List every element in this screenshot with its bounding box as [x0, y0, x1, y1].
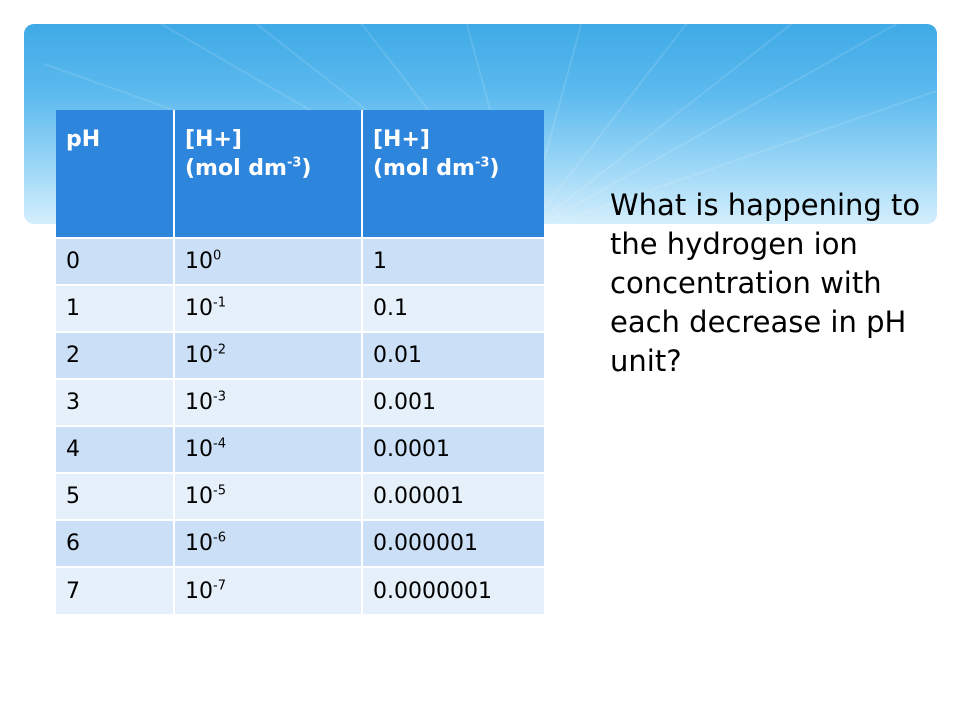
header-ph — [56, 110, 174, 238]
cell-exponent-form — [174, 238, 362, 285]
cell-base: 10 — [185, 578, 213, 604]
table-row — [56, 285, 544, 332]
header-unit-exponent: -3 — [474, 155, 490, 171]
table-row — [56, 473, 544, 520]
header-ph-label: pH — [66, 127, 101, 152]
cell-exponent: 0 — [213, 248, 222, 264]
cell-exponent: -1 — [213, 295, 226, 311]
table-row — [56, 520, 544, 567]
table-header-row — [56, 110, 544, 238]
ph-concentration-table — [56, 110, 544, 614]
cell-decimal-form: 0.000001 — [362, 520, 544, 567]
cell-base: 10 — [185, 531, 213, 556]
header-unit-close: ) — [489, 155, 500, 181]
cell-decimal-form: 0.00001 — [362, 473, 544, 520]
header-h-concentration-exponent — [174, 110, 362, 238]
header-unit-exponent: -3 — [286, 155, 302, 171]
cell-exponent-form — [174, 285, 362, 332]
cell-ph: 3 — [56, 379, 174, 426]
header-h-concentration-decimal — [362, 110, 544, 238]
cell-decimal-form: 0.1 — [362, 285, 544, 332]
cell-base: 10 — [185, 484, 213, 509]
header-unit: (mol dm — [373, 155, 475, 181]
cell-decimal-form: 0.0001 — [362, 426, 544, 473]
header-unit-close: ) — [301, 155, 312, 181]
cell-base: 10 — [185, 343, 213, 368]
question-text: What is happening to the hydrogen ion concentration with each decrease in pH unit? — [610, 188, 921, 378]
header-label: [H+] — [185, 127, 242, 152]
cell-base: 10 — [185, 249, 213, 274]
cell-ph: 2 — [56, 332, 174, 379]
cell-exponent-form — [174, 567, 362, 614]
cell-exponent-form — [174, 473, 362, 520]
cell-exponent: -4 — [213, 436, 226, 452]
cell-decimal-form: 0.0000001 — [362, 567, 544, 614]
cell-exponent-form — [174, 379, 362, 426]
table-row — [56, 379, 544, 426]
table-row — [56, 238, 544, 285]
cell-decimal-form: 1 — [362, 238, 544, 285]
cell-ph: 0 — [56, 238, 174, 285]
cell-ph: 5 — [56, 473, 174, 520]
cell-exponent-form — [174, 520, 362, 567]
table-row — [56, 332, 544, 379]
cell-base: 10 — [185, 437, 213, 462]
cell-exponent: -2 — [213, 342, 226, 358]
cell-exponent-form — [174, 332, 362, 379]
cell-exponent: -7 — [213, 578, 226, 594]
cell-exponent: -6 — [213, 530, 226, 546]
cell-decimal-form: 0.01 — [362, 332, 544, 379]
cell-exponent: -5 — [213, 483, 226, 499]
header-unit: (mol dm — [185, 155, 287, 181]
cell-exponent-form — [174, 426, 362, 473]
cell-ph: 1 — [56, 285, 174, 332]
table-row — [56, 567, 544, 614]
cell-exponent: -3 — [213, 389, 226, 405]
table-row — [56, 426, 544, 473]
cell-ph: 7 — [56, 567, 174, 614]
header-label: [H+] — [373, 127, 430, 152]
cell-ph: 6 — [56, 520, 174, 567]
cell-ph: 4 — [56, 426, 174, 473]
cell-base: 10 — [185, 296, 213, 321]
cell-base: 10 — [185, 390, 213, 415]
cell-decimal-form: 0.001 — [362, 379, 544, 426]
